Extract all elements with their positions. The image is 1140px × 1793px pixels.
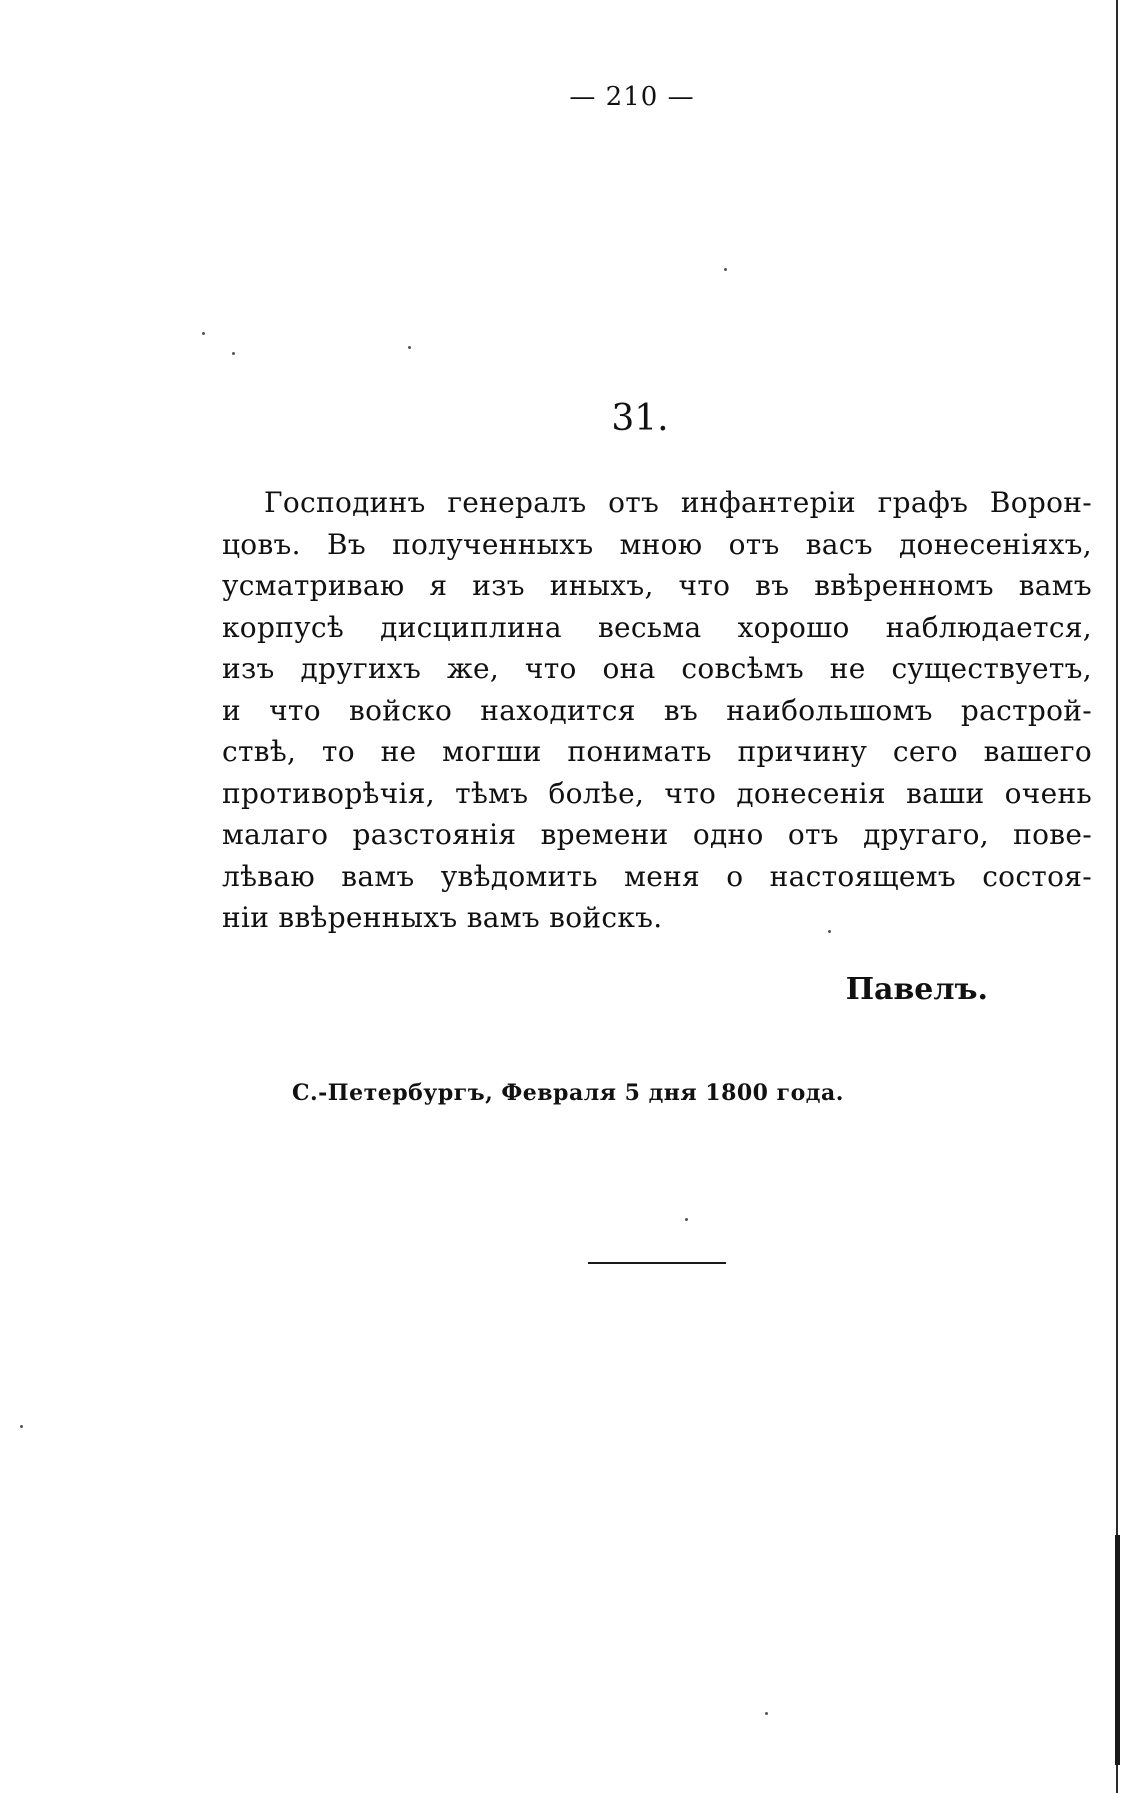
letter-line: и что войско находится въ наибольшомъ растрой- — [222, 693, 1092, 727]
place-date: С.-Петербургъ, Февраля 5 дня 1800 года. — [292, 1080, 844, 1106]
scan-speck — [765, 1712, 768, 1715]
signature: Павелъ. — [845, 972, 988, 1007]
page-edge-shadow — [1115, 1535, 1120, 1765]
scan-speck — [232, 352, 235, 355]
letter-line: цовъ. Въ полученныхъ мною отъ васъ донесеніяхъ, — [222, 527, 1092, 561]
scan-speck — [202, 332, 205, 335]
scan-speck — [685, 1218, 688, 1221]
scan-speck — [724, 268, 727, 271]
scan-speck — [828, 930, 831, 933]
end-rule — [588, 1262, 726, 1264]
letter-line: ніи ввѣренныхъ вамъ войскъ. — [222, 901, 663, 934]
letter-line: малаго разстоянія времени одно отъ другаго, пове- — [222, 818, 1092, 851]
letter-line: ствѣ, то не могши понимать причину сего вашего — [222, 735, 1092, 768]
page-number: — 210 — — [569, 82, 695, 112]
letter-line: корпусѣ дисциплина весьма хорошо наблюдается, — [222, 610, 1092, 644]
letter-line: противорѣчія, тѣмъ болѣе, что донесенія ваши очень — [222, 776, 1092, 810]
letter-number: 31. — [611, 398, 669, 439]
letter-line: Господинъ генералъ отъ инфантеріи графъ Ворон- — [264, 486, 1092, 519]
letter-line: лѣваю вамъ увѣдомить меня о настоящемъ состоя- — [222, 859, 1092, 893]
letter-line: изъ другихъ же, что она совсѣмъ не существуетъ, — [222, 652, 1092, 685]
page-edge-line — [1116, 0, 1118, 1793]
scan-speck — [408, 346, 411, 349]
letter-body — [222, 482, 1092, 939]
letter-line: усматриваю я изъ иныхъ, что въ ввѣренномъ вамъ — [222, 569, 1092, 602]
scan-speck — [20, 1425, 23, 1428]
